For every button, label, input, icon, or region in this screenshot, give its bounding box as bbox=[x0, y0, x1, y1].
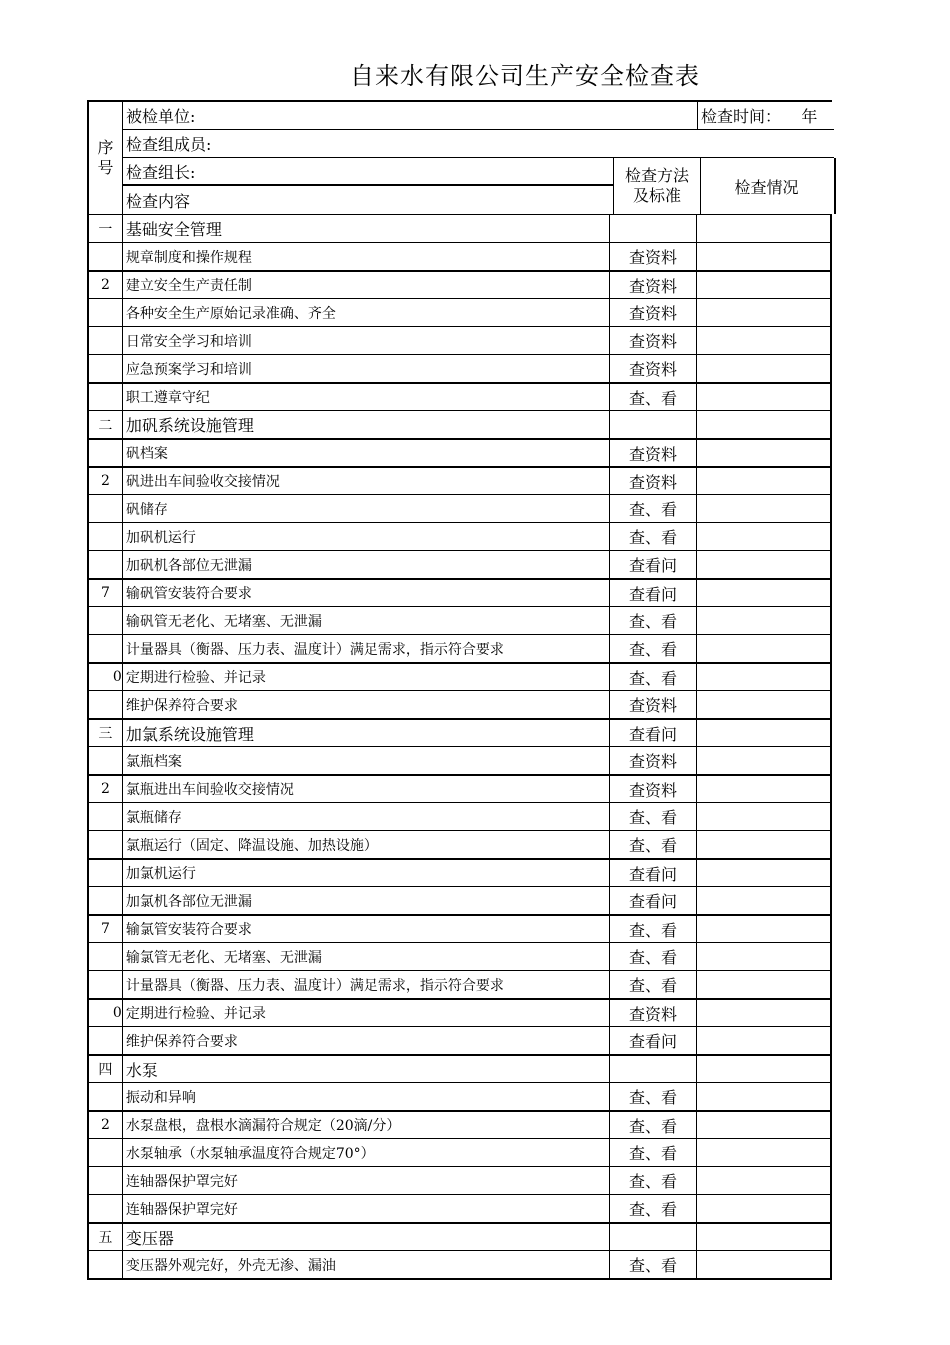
check-status-cell[interactable] bbox=[697, 1224, 832, 1250]
check-method: 查看问 bbox=[610, 720, 697, 746]
table-row bbox=[89, 1054, 832, 1082]
page-title: 自来水有限公司生产安全检查表 bbox=[350, 62, 700, 90]
row-seq bbox=[89, 607, 123, 634]
check-method: 查、看 bbox=[610, 1195, 697, 1222]
table-row bbox=[89, 1138, 832, 1166]
check-item: 应急预案学习和培训 bbox=[123, 355, 610, 382]
check-status-cell[interactable] bbox=[697, 1195, 832, 1222]
check-item: 氯瓶档案 bbox=[123, 747, 610, 774]
check-method bbox=[610, 215, 697, 242]
table-header bbox=[87, 100, 832, 214]
check-item: 输矾管无老化、无堵塞、无泄漏 bbox=[123, 607, 610, 634]
check-status-cell[interactable] bbox=[697, 803, 832, 830]
row-seq bbox=[89, 299, 123, 326]
check-method: 查、看 bbox=[610, 1251, 697, 1278]
check-status-cell[interactable] bbox=[697, 971, 832, 998]
check-status-cell[interactable] bbox=[697, 551, 832, 578]
check-item: 连轴器保护罩完好 bbox=[123, 1167, 610, 1194]
check-item: 矾档案 bbox=[123, 440, 610, 466]
check-method: 查资料 bbox=[610, 776, 697, 802]
row-seq: 一 bbox=[89, 215, 123, 242]
table-row bbox=[89, 242, 832, 270]
row-seq bbox=[89, 243, 123, 270]
row-seq bbox=[89, 860, 123, 886]
table-row bbox=[89, 830, 832, 858]
check-status-cell[interactable] bbox=[697, 215, 832, 242]
table-body bbox=[87, 214, 832, 1280]
check-item: 连轴器保护罩完好 bbox=[123, 1195, 610, 1222]
check-item: 日常安全学习和培训 bbox=[123, 327, 610, 354]
row-seq: 2 bbox=[89, 1112, 123, 1138]
check-method: 查看问 bbox=[610, 1027, 697, 1054]
check-method: 查、看 bbox=[610, 664, 697, 690]
check-method: 查、看 bbox=[610, 1167, 697, 1194]
check-method: 查、看 bbox=[610, 523, 697, 550]
check-status-cell[interactable] bbox=[697, 943, 832, 970]
check-method: 查资料 bbox=[610, 272, 697, 298]
table-row bbox=[89, 410, 832, 438]
check-method: 查看问 bbox=[610, 551, 697, 578]
check-status-cell[interactable] bbox=[697, 1000, 832, 1026]
check-item: 加矾机各部位无泄漏 bbox=[123, 551, 610, 578]
section-title: 加氯系统设施管理 bbox=[123, 720, 610, 746]
status-header: 检查情况 bbox=[699, 158, 836, 214]
row-seq bbox=[89, 635, 123, 662]
check-status-cell[interactable] bbox=[697, 440, 832, 466]
row-seq bbox=[89, 1083, 123, 1110]
row-seq: 2 bbox=[89, 776, 123, 802]
table-row bbox=[89, 1082, 832, 1110]
table-row bbox=[89, 1026, 832, 1054]
row-seq bbox=[89, 355, 123, 382]
check-method: 查资料 bbox=[610, 1000, 697, 1026]
check-status-cell[interactable] bbox=[697, 747, 832, 774]
row-seq: 7 bbox=[89, 580, 123, 606]
check-item: 氯瓶储存 bbox=[123, 803, 610, 830]
row-seq: 五 bbox=[89, 1224, 123, 1250]
check-method: 查看问 bbox=[610, 580, 697, 606]
check-item: 计量器具（衡器、压力表、温度计）满足需求，指示符合要求 bbox=[123, 971, 610, 998]
table-row bbox=[89, 1166, 832, 1194]
check-status-cell[interactable] bbox=[697, 580, 832, 606]
table-row bbox=[89, 858, 832, 886]
check-item: 输氯管安装符合要求 bbox=[123, 916, 610, 942]
check-status-cell[interactable] bbox=[697, 272, 832, 298]
section-title: 基础安全管理 bbox=[123, 215, 610, 242]
check-status-cell[interactable] bbox=[697, 411, 832, 438]
check-status-cell[interactable] bbox=[697, 327, 832, 354]
check-item: 输矾管安装符合要求 bbox=[123, 580, 610, 606]
row-seq bbox=[89, 551, 123, 578]
check-status-cell[interactable] bbox=[697, 1139, 832, 1166]
table-row bbox=[89, 1110, 832, 1138]
check-status-cell[interactable] bbox=[697, 1027, 832, 1054]
check-method bbox=[610, 1224, 697, 1250]
table-row bbox=[89, 1194, 832, 1222]
team-members-label: 检查组成员: bbox=[123, 130, 834, 158]
check-method bbox=[610, 1056, 697, 1082]
team-leader-label: 检查组长: bbox=[123, 158, 613, 186]
check-status-cell[interactable] bbox=[697, 495, 832, 522]
check-item: 振动和异响 bbox=[123, 1083, 610, 1110]
check-status-cell[interactable] bbox=[697, 523, 832, 550]
seq-header bbox=[89, 102, 123, 214]
section-title: 变压器 bbox=[123, 1224, 610, 1250]
check-item: 职工遵章守纪 bbox=[123, 384, 610, 410]
check-item: 加氯机运行 bbox=[123, 860, 610, 886]
check-status-cell[interactable] bbox=[697, 468, 832, 494]
table-row bbox=[89, 1250, 832, 1280]
table-row bbox=[89, 606, 832, 634]
check-method: 查资料 bbox=[610, 243, 697, 270]
check-status-cell[interactable] bbox=[697, 776, 832, 802]
check-method: 查、看 bbox=[610, 803, 697, 830]
table-row bbox=[89, 998, 832, 1026]
content-header: 检查内容 bbox=[126, 191, 191, 211]
row-seq: 2 bbox=[89, 272, 123, 298]
row-seq bbox=[89, 1167, 123, 1194]
row-seq: 0 bbox=[89, 1000, 123, 1026]
table-row bbox=[89, 522, 832, 550]
table-row bbox=[89, 438, 832, 466]
row-seq: 四 bbox=[89, 1056, 123, 1082]
row-seq bbox=[89, 887, 123, 914]
check-method: 查资料 bbox=[610, 747, 697, 774]
table-row bbox=[89, 914, 832, 942]
row-seq bbox=[89, 440, 123, 466]
check-status-cell[interactable] bbox=[697, 720, 832, 746]
check-item: 加矾机运行 bbox=[123, 523, 610, 550]
section-title: 水泵 bbox=[123, 1056, 610, 1082]
method-header bbox=[613, 158, 701, 214]
row-seq bbox=[89, 831, 123, 858]
inspected-unit-label: 被检单位: bbox=[123, 102, 698, 130]
check-method: 查、看 bbox=[610, 943, 697, 970]
check-status-cell[interactable] bbox=[697, 860, 832, 886]
check-method: 查、看 bbox=[610, 1083, 697, 1110]
check-status-cell[interactable] bbox=[697, 1056, 832, 1082]
check-method: 查、看 bbox=[610, 831, 697, 858]
check-item: 水泵盘根，盘根水滴漏符合规定（20滴/分） bbox=[123, 1112, 610, 1138]
check-method: 查资料 bbox=[610, 299, 697, 326]
check-method: 查资料 bbox=[610, 468, 697, 494]
check-status-cell[interactable] bbox=[697, 916, 832, 942]
check-method: 查、看 bbox=[610, 971, 697, 998]
check-status-cell[interactable] bbox=[697, 607, 832, 634]
row-seq bbox=[89, 691, 123, 718]
check-item: 建立安全生产责任制 bbox=[123, 272, 610, 298]
table-row bbox=[89, 326, 832, 354]
check-item: 定期进行检验、并记录 bbox=[123, 1000, 610, 1026]
table-row bbox=[89, 354, 832, 382]
table-row bbox=[89, 886, 832, 914]
check-item: 矾进出车间验收交接情况 bbox=[123, 468, 610, 494]
row-seq bbox=[89, 523, 123, 550]
inspection-time-label: 检查时间： 年 bbox=[698, 102, 834, 130]
check-item: 输氯管无老化、无堵塞、无泄漏 bbox=[123, 943, 610, 970]
table-row bbox=[89, 270, 832, 298]
check-status-cell[interactable] bbox=[697, 831, 832, 858]
check-status-cell[interactable] bbox=[697, 887, 832, 914]
check-method: 查资料 bbox=[610, 327, 697, 354]
table-row bbox=[89, 382, 832, 410]
row-seq bbox=[89, 327, 123, 354]
row-seq bbox=[89, 1139, 123, 1166]
check-item: 矾储存 bbox=[123, 495, 610, 522]
check-item: 各种安全生产原始记录准确、齐全 bbox=[123, 299, 610, 326]
table-row bbox=[89, 942, 832, 970]
check-status-cell[interactable] bbox=[697, 691, 832, 718]
check-status-cell[interactable] bbox=[697, 299, 832, 326]
table-row bbox=[89, 214, 832, 242]
table-row bbox=[89, 774, 832, 802]
check-status-cell[interactable] bbox=[697, 243, 832, 270]
table-row bbox=[89, 1222, 832, 1250]
row-seq bbox=[89, 943, 123, 970]
row-seq bbox=[89, 747, 123, 774]
check-item: 规章制度和操作规程 bbox=[123, 243, 610, 270]
row-seq bbox=[89, 495, 123, 522]
check-status-cell[interactable] bbox=[697, 384, 832, 410]
check-status-cell[interactable] bbox=[697, 1251, 832, 1278]
check-status-cell[interactable] bbox=[697, 1112, 832, 1138]
check-item: 计量器具（衡器、压力表、温度计）满足需求，指示符合要求 bbox=[123, 635, 610, 662]
seq-header-label: 序 号 bbox=[97, 138, 114, 177]
table-row bbox=[89, 578, 832, 606]
table-row bbox=[89, 298, 832, 326]
check-method: 查看问 bbox=[610, 860, 697, 886]
row-seq bbox=[89, 384, 123, 410]
check-item: 变压器外观完好，外壳无渗、漏油 bbox=[123, 1251, 610, 1278]
row-seq bbox=[89, 1251, 123, 1278]
row-seq: 三 bbox=[89, 720, 123, 746]
check-item: 氯瓶进出车间验收交接情况 bbox=[123, 776, 610, 802]
table-row bbox=[89, 718, 832, 746]
table-row bbox=[89, 802, 832, 830]
section-title: 加矾系统设施管理 bbox=[123, 411, 610, 438]
table-row bbox=[89, 494, 832, 522]
check-method: 查、看 bbox=[610, 495, 697, 522]
table-row bbox=[89, 970, 832, 998]
table-row bbox=[89, 662, 832, 690]
check-status-cell[interactable] bbox=[697, 1167, 832, 1194]
check-item: 定期进行检验、并记录 bbox=[123, 664, 610, 690]
table-row bbox=[89, 634, 832, 662]
check-method: 查、看 bbox=[610, 1112, 697, 1138]
method-header-label: 检查方法 及标准 bbox=[624, 166, 689, 205]
check-method bbox=[610, 411, 697, 438]
check-item: 维护保养符合要求 bbox=[123, 1027, 610, 1054]
row-seq bbox=[89, 971, 123, 998]
row-seq: 7 bbox=[89, 916, 123, 942]
check-item: 维护保养符合要求 bbox=[123, 691, 610, 718]
check-status-cell[interactable] bbox=[697, 635, 832, 662]
check-method: 查资料 bbox=[610, 355, 697, 382]
check-method: 查、看 bbox=[610, 916, 697, 942]
check-method: 查、看 bbox=[610, 384, 697, 410]
table-row bbox=[89, 690, 832, 718]
row-seq bbox=[89, 1195, 123, 1222]
check-method: 查、看 bbox=[610, 1139, 697, 1166]
row-seq bbox=[89, 1027, 123, 1054]
check-item: 氯瓶运行（固定、降温设施、加热设施） bbox=[123, 831, 610, 858]
row-seq: 0 bbox=[89, 664, 123, 690]
inspection-table bbox=[87, 100, 832, 1280]
row-seq bbox=[89, 803, 123, 830]
check-method: 查、看 bbox=[610, 607, 697, 634]
table-row bbox=[89, 550, 832, 578]
row-seq: 二 bbox=[89, 411, 123, 438]
check-item: 水泵轴承（水泵轴承温度符合规定70°） bbox=[123, 1139, 610, 1166]
check-method: 查、看 bbox=[610, 635, 697, 662]
check-method: 查资料 bbox=[610, 440, 697, 466]
check-status-cell[interactable] bbox=[697, 355, 832, 382]
check-method: 查资料 bbox=[610, 691, 697, 718]
check-item: 加氯机各部位无泄漏 bbox=[123, 887, 610, 914]
check-status-cell[interactable] bbox=[697, 1083, 832, 1110]
row-seq: 2 bbox=[89, 468, 123, 494]
table-row bbox=[89, 466, 832, 494]
table-row bbox=[89, 746, 832, 774]
check-method: 查看问 bbox=[610, 887, 697, 914]
check-status-cell[interactable] bbox=[697, 664, 832, 690]
